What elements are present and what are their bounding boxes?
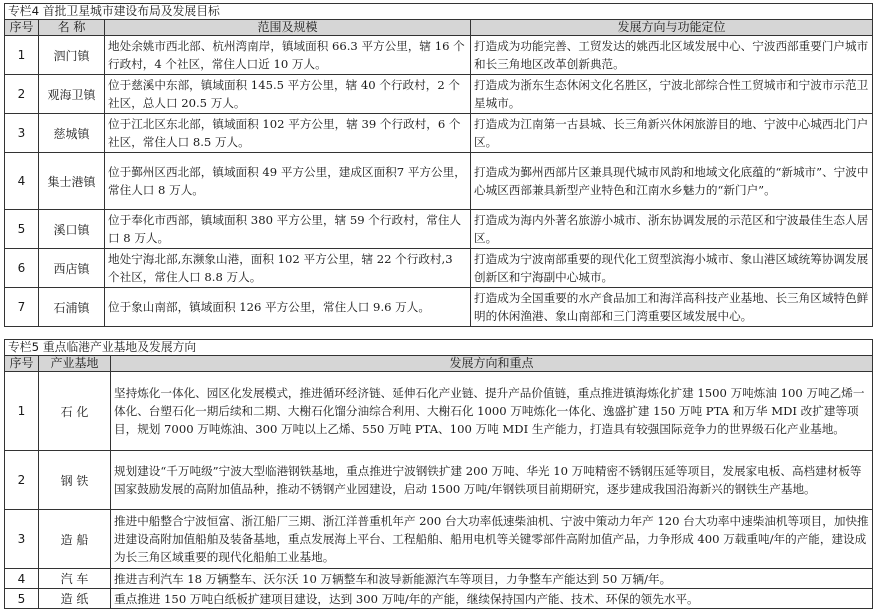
table-row	[5, 114, 873, 153]
t4-header-scope: 范围及规模	[105, 20, 471, 36]
scope-cell: 地处余姚市西北部、杭州湾南岸，镇域面积 66.3 平方公里，辖 16 个行政村，4 个社区，常住人口近 10 万人。	[105, 36, 471, 75]
industry-name: 造 纸	[39, 589, 111, 609]
table-row	[5, 75, 873, 114]
row-number: 7	[5, 288, 39, 327]
town-name: 西店镇	[39, 249, 105, 288]
row-number: 2	[5, 451, 39, 510]
t4-header-goal: 发展方向与功能定位	[471, 20, 873, 36]
direction-cell: 规划建设“千万吨级”宁波大型临港钢铁基地，重点推进宁波钢铁扩建 200 万吨、华光 10 万吨精密不锈钢压延等项目，发展家电板、高档建材板等国家鼓励发展的高附加值品种，推动不锈钢产业园建设，启动 1500 万吨/年钢铁项目前期研究，逐步建成我国沿海新兴的钢铁生产基地。	[111, 451, 873, 510]
row-number: 5	[5, 210, 39, 249]
goal-cell: 打造成为浙东生态休闲文化名胜区，宁波北部综合性工贸城市和宁波市示范卫星城市。	[471, 75, 873, 114]
town-name: 慈城镇	[39, 114, 105, 153]
goal-cell: 打造成为鄞州西部片区兼具现代城市风韵和地域文化底蕴的“新城市”、宁波中心城区西部兼具新型产业特色和江南水乡魅力的“新门户”。	[471, 153, 873, 210]
scope-cell: 位于鄞州区西北部，镇域面积 49 平方公里，建成区面积7 平方公里，常住人口 8 万人。	[105, 153, 471, 210]
row-number: 4	[5, 569, 39, 589]
town-name: 集士港镇	[39, 153, 105, 210]
t4-header-no: 序号	[5, 20, 39, 36]
table-row	[5, 153, 873, 210]
table-row	[5, 210, 873, 249]
row-number: 2	[5, 75, 39, 114]
goal-cell: 打造成为功能完善、工贸发达的姚西北区域发展中心、宁波西部重要门户城市和长三角地区改革创新典范。	[471, 36, 873, 75]
row-number: 6	[5, 249, 39, 288]
t5-header-direction: 发展方向和重点	[111, 356, 873, 372]
table-row	[5, 372, 873, 451]
table-gap	[4, 327, 872, 339]
town-name: 石浦镇	[39, 288, 105, 327]
table-row	[5, 36, 873, 75]
industry-name: 造 船	[39, 510, 111, 569]
t4-header-name: 名 称	[39, 20, 105, 36]
scope-cell: 位于江北区东北部，镇域面积 102 平方公里，辖 39 个行政村，6 个社区，常住人口 8.5 万人。	[105, 114, 471, 153]
t5-header-no: 序号	[5, 356, 39, 372]
t5-header-base: 产业基地	[39, 356, 111, 372]
town-name: 观海卫镇	[39, 75, 105, 114]
direction-cell: 推进吉利汽车 18 万辆整车、沃尔沃 10 万辆整车和波导新能源汽车等项目，力争整车产能达到 50 万辆/年。	[111, 569, 873, 589]
goal-cell: 打造成为宁波南部重要的现代化工贸型滨海小城市、象山港区域统筹协调发展创新区和宁海副中心城市。	[471, 249, 873, 288]
direction-cell: 推进中船整合宁波恒富、浙江船厂三期、浙江洋普重机年产 200 台大功率低速柴油机、宁波中策动力年产 120 台大功率中速柴油机等项目，加快推进建设高附加值船舶及装备基地，重点发展海上平台、工程船舶、船用电机等关键零部件高附加值产品，力争形成 400 万载重吨/年的产能，建设成为长三角区域重要的现代化船舶工业基地。	[111, 510, 873, 569]
row-number: 1	[5, 36, 39, 75]
goal-cell: 打造成为海内外著名旅游小城市、浙东协调发展的示范区和宁波最佳生态人居区。	[471, 210, 873, 249]
direction-cell: 重点推进 150 万吨白纸板扩建项目建设，达到 300 万吨/年的产能，继续保持国内产能、技术、环保的领先水平。	[111, 589, 873, 609]
table-row	[5, 249, 873, 288]
table-row	[5, 510, 873, 569]
scope-cell: 位于奉化市西部，镇域面积 380 平方公里，辖 59 个行政村，常住人口 8 万人。	[105, 210, 471, 249]
table-row	[5, 569, 873, 589]
table-row	[5, 288, 873, 327]
town-name: 泗门镇	[39, 36, 105, 75]
row-number: 4	[5, 153, 39, 210]
port-industry-table	[4, 339, 873, 609]
row-number: 5	[5, 589, 39, 609]
industry-name: 钢 铁	[39, 451, 111, 510]
industry-name: 汽 车	[39, 569, 111, 589]
scope-cell: 地处宁海北部,东濒象山港，面积 102 平方公里，辖 22 个行政村,3 个社区，常住人口 8.8 万人。	[105, 249, 471, 288]
row-number: 3	[5, 114, 39, 153]
table4-title: 专栏4 首批卫星城市建设布局及发展目标	[5, 4, 873, 20]
table5-title: 专栏5 重点临港产业基地及发展方向	[5, 340, 873, 356]
satellite-city-table	[4, 3, 873, 327]
row-number: 1	[5, 372, 39, 451]
scope-cell: 位于象山南部，镇域面积 126 平方公里，常住人口 9.6 万人。	[105, 288, 471, 327]
goal-cell: 打造成为江南第一古县城、长三角新兴休闲旅游目的地、宁波中心城西北门户区。	[471, 114, 873, 153]
table-row	[5, 451, 873, 510]
industry-name: 石 化	[39, 372, 111, 451]
town-name: 溪口镇	[39, 210, 105, 249]
goal-cell: 打造成为全国重要的水产食品加工和海洋高科技产业基地、长三角区域特色鲜明的休闲渔港、象山南部和三门湾重要区域发展中心。	[471, 288, 873, 327]
direction-cell: 坚持炼化一体化、园区化发展模式，推进循环经济链、延伸石化产业链、提升产品价值链，重点推进镇海炼化扩建 1500 万吨炼油 100 万吨乙烯一体化、台塑石化一期后续和二期、大榭石化馏分油综合利用、大榭石化 1000 万吨炼化一体化、逸盛扩建 150 万吨 PTA 和万华 MDI 改扩建等项目，规划 7000 万吨炼油、300 万吨以上乙烯、550 万吨 PTA、100 万吨 MDI 生产能力，打造具有较强国际竞争力的世界级石化产业基地。	[111, 372, 873, 451]
scope-cell: 位于慈溪中东部，镇域面积 145.5 平方公里，辖 40 个行政村，2 个社区，总人口 20.5 万人。	[105, 75, 471, 114]
document-page	[4, 3, 872, 606]
row-number: 3	[5, 510, 39, 569]
